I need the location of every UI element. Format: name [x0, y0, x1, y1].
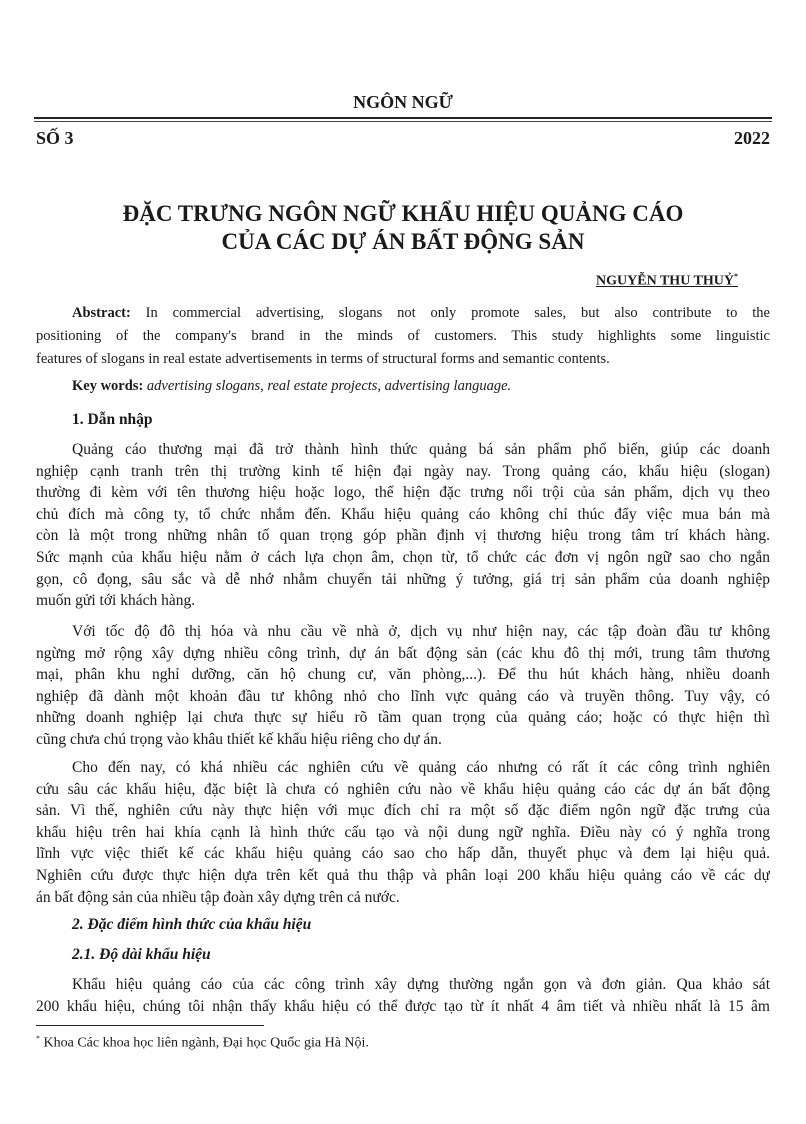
- author-text: NGUYỄN THU THUỶ: [596, 273, 734, 289]
- footnote-mark: *: [36, 1034, 40, 1043]
- article-title: [0, 200, 806, 256]
- footnote: [36, 1034, 369, 1052]
- issue-year: 2022: [734, 128, 770, 148]
- paragraph-line: lĩnh vực việc thiết kế các khẩu hiệu quảng cáo sao cho hấp dẫn, thuyết phục và đem lại hiệu quả.: [36, 845, 770, 863]
- paragraph-line: cũng chưa chú trọng vào khâu thiết kế khẩu hiệu riêng cho dự án.: [36, 730, 442, 748]
- section-heading-2: 2. Đặc điểm hình thức của khẩu hiệu: [72, 916, 312, 933]
- footnote-text: Khoa Các khoa học liên ngành, Đại học Quốc gia Hà Nội.: [43, 1035, 369, 1051]
- abstract-line: positioning of the company's brand in the minds of customers. This study highlights some linguistic: [36, 328, 770, 344]
- paragraph: [36, 621, 770, 751]
- paragraph: [36, 439, 770, 612]
- paragraph-line: mại, phân khu nghỉ dưỡng, căn hộ chung cư, văn phòng,...). Để thu hút khách hàng, nhiều doanh: [36, 666, 770, 684]
- header-rule: [34, 117, 772, 119]
- paragraph-line: Với tốc độ đô thị hóa và nhu cầu về nhà ở, dịch vụ như hiện nay, các tập đoàn đầu tư không: [72, 623, 770, 640]
- author-name: [596, 272, 738, 290]
- issue-number: SỐ 3: [36, 128, 74, 148]
- paragraph-line: chủ đích mà công ty, tổ chức nhắm đến. Khẩu hiệu quảng cáo không chỉ thúc đẩy việc mua bán mà: [36, 505, 770, 523]
- paragraph-line: án bất động sản của nhiều tập đoàn xây dựng trên cả nước.: [36, 888, 400, 906]
- paragraph-line: Nghiên cứu được thực hiện dựa trên kết quả thu thập và phân loại 200 khẩu hiệu quảng cáo về các dự: [36, 866, 770, 884]
- abstract: [36, 302, 770, 371]
- title-line: ĐẶC TRƯNG NGÔN NGỮ KHẨU HIỆU QUẢNG CÁO: [122, 201, 684, 226]
- keywords-label: Key words:: [72, 378, 144, 394]
- abstract-text: In commercial advertising, slogans not only promote sales, but also contribute to the: [145, 305, 770, 321]
- header-rule-thin: [34, 121, 772, 122]
- paragraph: [36, 757, 770, 908]
- section-heading-1: 1. Dẫn nhập: [72, 411, 153, 428]
- abstract-label: Abstract:: [72, 305, 131, 321]
- paragraph-line: muốn gửi tới khách hàng.: [36, 592, 196, 610]
- footnote-rule: [36, 1025, 264, 1026]
- paragraph-line: nghiệp đã dành một khoản đầu tư không nhỏ cho lĩnh vực quảng cáo và truyền thông. Tuy vậy, có: [36, 687, 770, 705]
- abstract-line: [36, 302, 770, 325]
- author-footnote-mark: *: [734, 272, 738, 281]
- paragraph-line: còn là một trong những nhân tố quan trọng góp phần định vị thương hiệu trong tâm trí khách hàng.: [36, 527, 770, 545]
- paragraph: [36, 974, 770, 1017]
- paragraph-line: ngừng mở rộng xây dựng nhiều công trình, dự án bất động sản (các khu đô thị mới, trung tâm thương: [36, 644, 770, 662]
- paragraph-line: 200 khẩu hiệu, chúng tôi nhận thấy khẩu hiệu có thể được tạo từ ít nhất 4 âm tiết và nhiều nhất là 15 âm: [36, 997, 770, 1015]
- paragraph-line: nghiệp cạnh tranh trên thị trường kinh tế hiện đại ngày nay. Trong quảng cáo, khẩu hiệu (slogan): [36, 462, 770, 480]
- section-heading-2-1: 2.1. Độ dài khẩu hiệu: [72, 946, 211, 963]
- paragraph-line: Sức mạnh của khẩu hiệu nằm ở cách lựa chọn âm, chọn từ, tổ chức các đơn vị ngôn ngữ sao cho ngắn: [36, 548, 770, 566]
- paragraph-line: khẩu hiệu trên hai khía cạnh là hình thức cấu tạo và nội dung ngữ nghĩa. Điều này có ý nghĩa trong: [36, 823, 770, 841]
- paragraph-line: những doanh nghiệp lại chưa thực sự hiểu rõ tầm quan trọng của quảng cáo; hoặc có thực hiện thì: [36, 709, 770, 727]
- title-line: CỦA CÁC DỰ ÁN BẤT ĐỘNG SẢN: [221, 229, 585, 254]
- paragraph-line: Cho đến nay, có khá nhiều các nghiên cứu về quảng cáo nhưng có rất ít các công trình nghiên: [72, 759, 770, 776]
- keywords-text: advertising slogans, real estate projects, advertising language.: [146, 378, 512, 394]
- paragraph-line: Khẩu hiệu quảng cáo của các công trình xây dựng thường ngắn gọn và đơn giản. Qua khảo sát: [72, 976, 770, 993]
- journal-name: NGÔN NGỮ: [353, 92, 453, 112]
- paragraph-line: sản. Vì thế, nghiên cứu này thực hiện với mục đích chỉ ra một số đặc điểm ngôn ngữ đặc trưng của: [36, 802, 770, 820]
- paragraph-line: cứu sâu các khẩu hiệu, đặc biệt là chưa có nghiên cứu nào về khẩu hiệu quảng cáo các dự án bất động: [36, 780, 770, 798]
- abstract-line: features of slogans in real estate advertisements in terms of structural forms and semantic contents.: [36, 351, 610, 367]
- keywords: [72, 378, 511, 395]
- paragraph-line: thường đi kèm với tên thương hiệu hoặc logo, thể hiện đặc trưng nổi trội của sản phẩm, dịch vụ theo: [36, 484, 770, 502]
- paragraph-line: Quảng cáo thương mại đã trở thành hình thức quảng bá sản phẩm phổ biến, giúp các doanh: [72, 441, 770, 458]
- paragraph-line: gọn, cô đọng, sâu sắc và dễ nhớ nhằm chuyển tải những ý tưởng, giá trị sản phẩm của doanh nghiệp: [36, 570, 770, 588]
